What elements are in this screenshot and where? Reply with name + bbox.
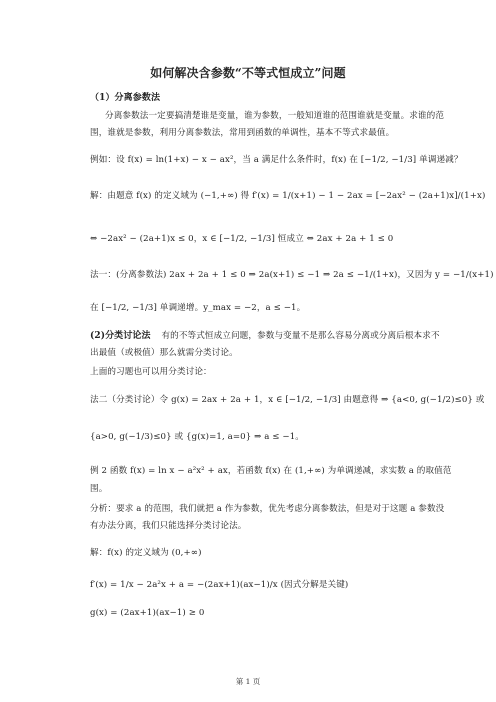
- example-1-question: 例如：设 f(x) = ln(1+x) − x − ax²，当 a 满足什么条件时，f(x) 在 [−1/2, −1/3] 单调递减？: [90, 155, 463, 165]
- paragraph-line: 出最值（或极值）那么就需分类讨论。: [90, 348, 238, 358]
- example-2-question: 例 2 函数 f(x) = ln x − a²x² + ax，若函数 f(x) 在 (1,+∞) 为单调递减，求实数 a 的取值范: [90, 466, 452, 476]
- page-title: 如何解决含参数“不等式恒成立”问题: [150, 66, 346, 80]
- derivative-line: f′(x) = 1/x − 2a²x + a = −(2ax+1)(ax−1)/x (因式分解是关键): [90, 580, 349, 590]
- method-2-line: 法二（分类讨论）令 g(x) = 2ax + 2a + 1，x ∈ [−1/2, −1/3] 由题意得 ⇒ {a<0, g(−1/2)≤0} 或: [90, 395, 485, 405]
- analysis-line: 分析：要求 a 的范围，我们就把 a 作为参数，优先考虑分离参数法，但是对于这题 a 参数没: [90, 504, 445, 514]
- factored-inequality: g(x) = (2ax+1)(ax−1) ≥ 0: [90, 608, 205, 618]
- paragraph-line: 有的不等式恒成立问题，参数与变量不是那么容易分离或分离后根本求不: [161, 331, 440, 341]
- method-1-line: 法一：(分离参数法) 2ax + 2a + 1 ≤ 0 ⇒ 2a(x+1) ≤ −1 ⇒ 2a ≤ −1/(1+x)，又因为 y = −1/(x+1): [90, 270, 494, 280]
- example-2-question-cont: 围。: [90, 484, 108, 494]
- example-1-equivalence: ⇔ −2ax² − (2a+1)x ≤ 0，x ∈ [−1/2, −1/3] 恒成立 ⇔ 2ax + 2a + 1 ≤ 0: [90, 234, 394, 244]
- method-1-result: 在 [−1/2, −1/3] 单调递增。y_max = −2，a ≤ −1。: [90, 303, 306, 313]
- section-heading-case-analysis: (2)分类讨论法: [90, 331, 151, 341]
- section-heading-separation: （1）分离参数法: [90, 93, 161, 103]
- section-2-intro: [90, 331, 440, 342]
- analysis-line: 有办法分离，我们只能选择分类讨论法。: [90, 521, 247, 531]
- paragraph-line: 上面的习题也可以用分类讨论：: [90, 367, 212, 377]
- page-footer: 第 1 页: [235, 677, 261, 686]
- method-2-result: {a>0, g(−1/3)≤0} 或 {g(x)=1, a=0} ⇒ a ≤ −1。: [90, 432, 304, 442]
- solution-line: 解：f(x) 的定义域为 (0,+∞): [90, 548, 202, 558]
- paragraph-line: 围，谁就是参数，利用分离参数法，常用到函数的单调性，基本不等式求最值。: [90, 128, 395, 138]
- example-1-solution: 解：由题意 f(x) 的定义域为 (−1,+∞) 得 f′(x) = 1/(x+1) − 1 − 2ax = [−2ax² − (2a+1)x]/(1+x): [90, 191, 486, 201]
- paragraph-line: 分离参数法一定要搞清楚谁是变量，谁为参数，一般知道谁的范围谁就是变量。求谁的范: [105, 111, 445, 121]
